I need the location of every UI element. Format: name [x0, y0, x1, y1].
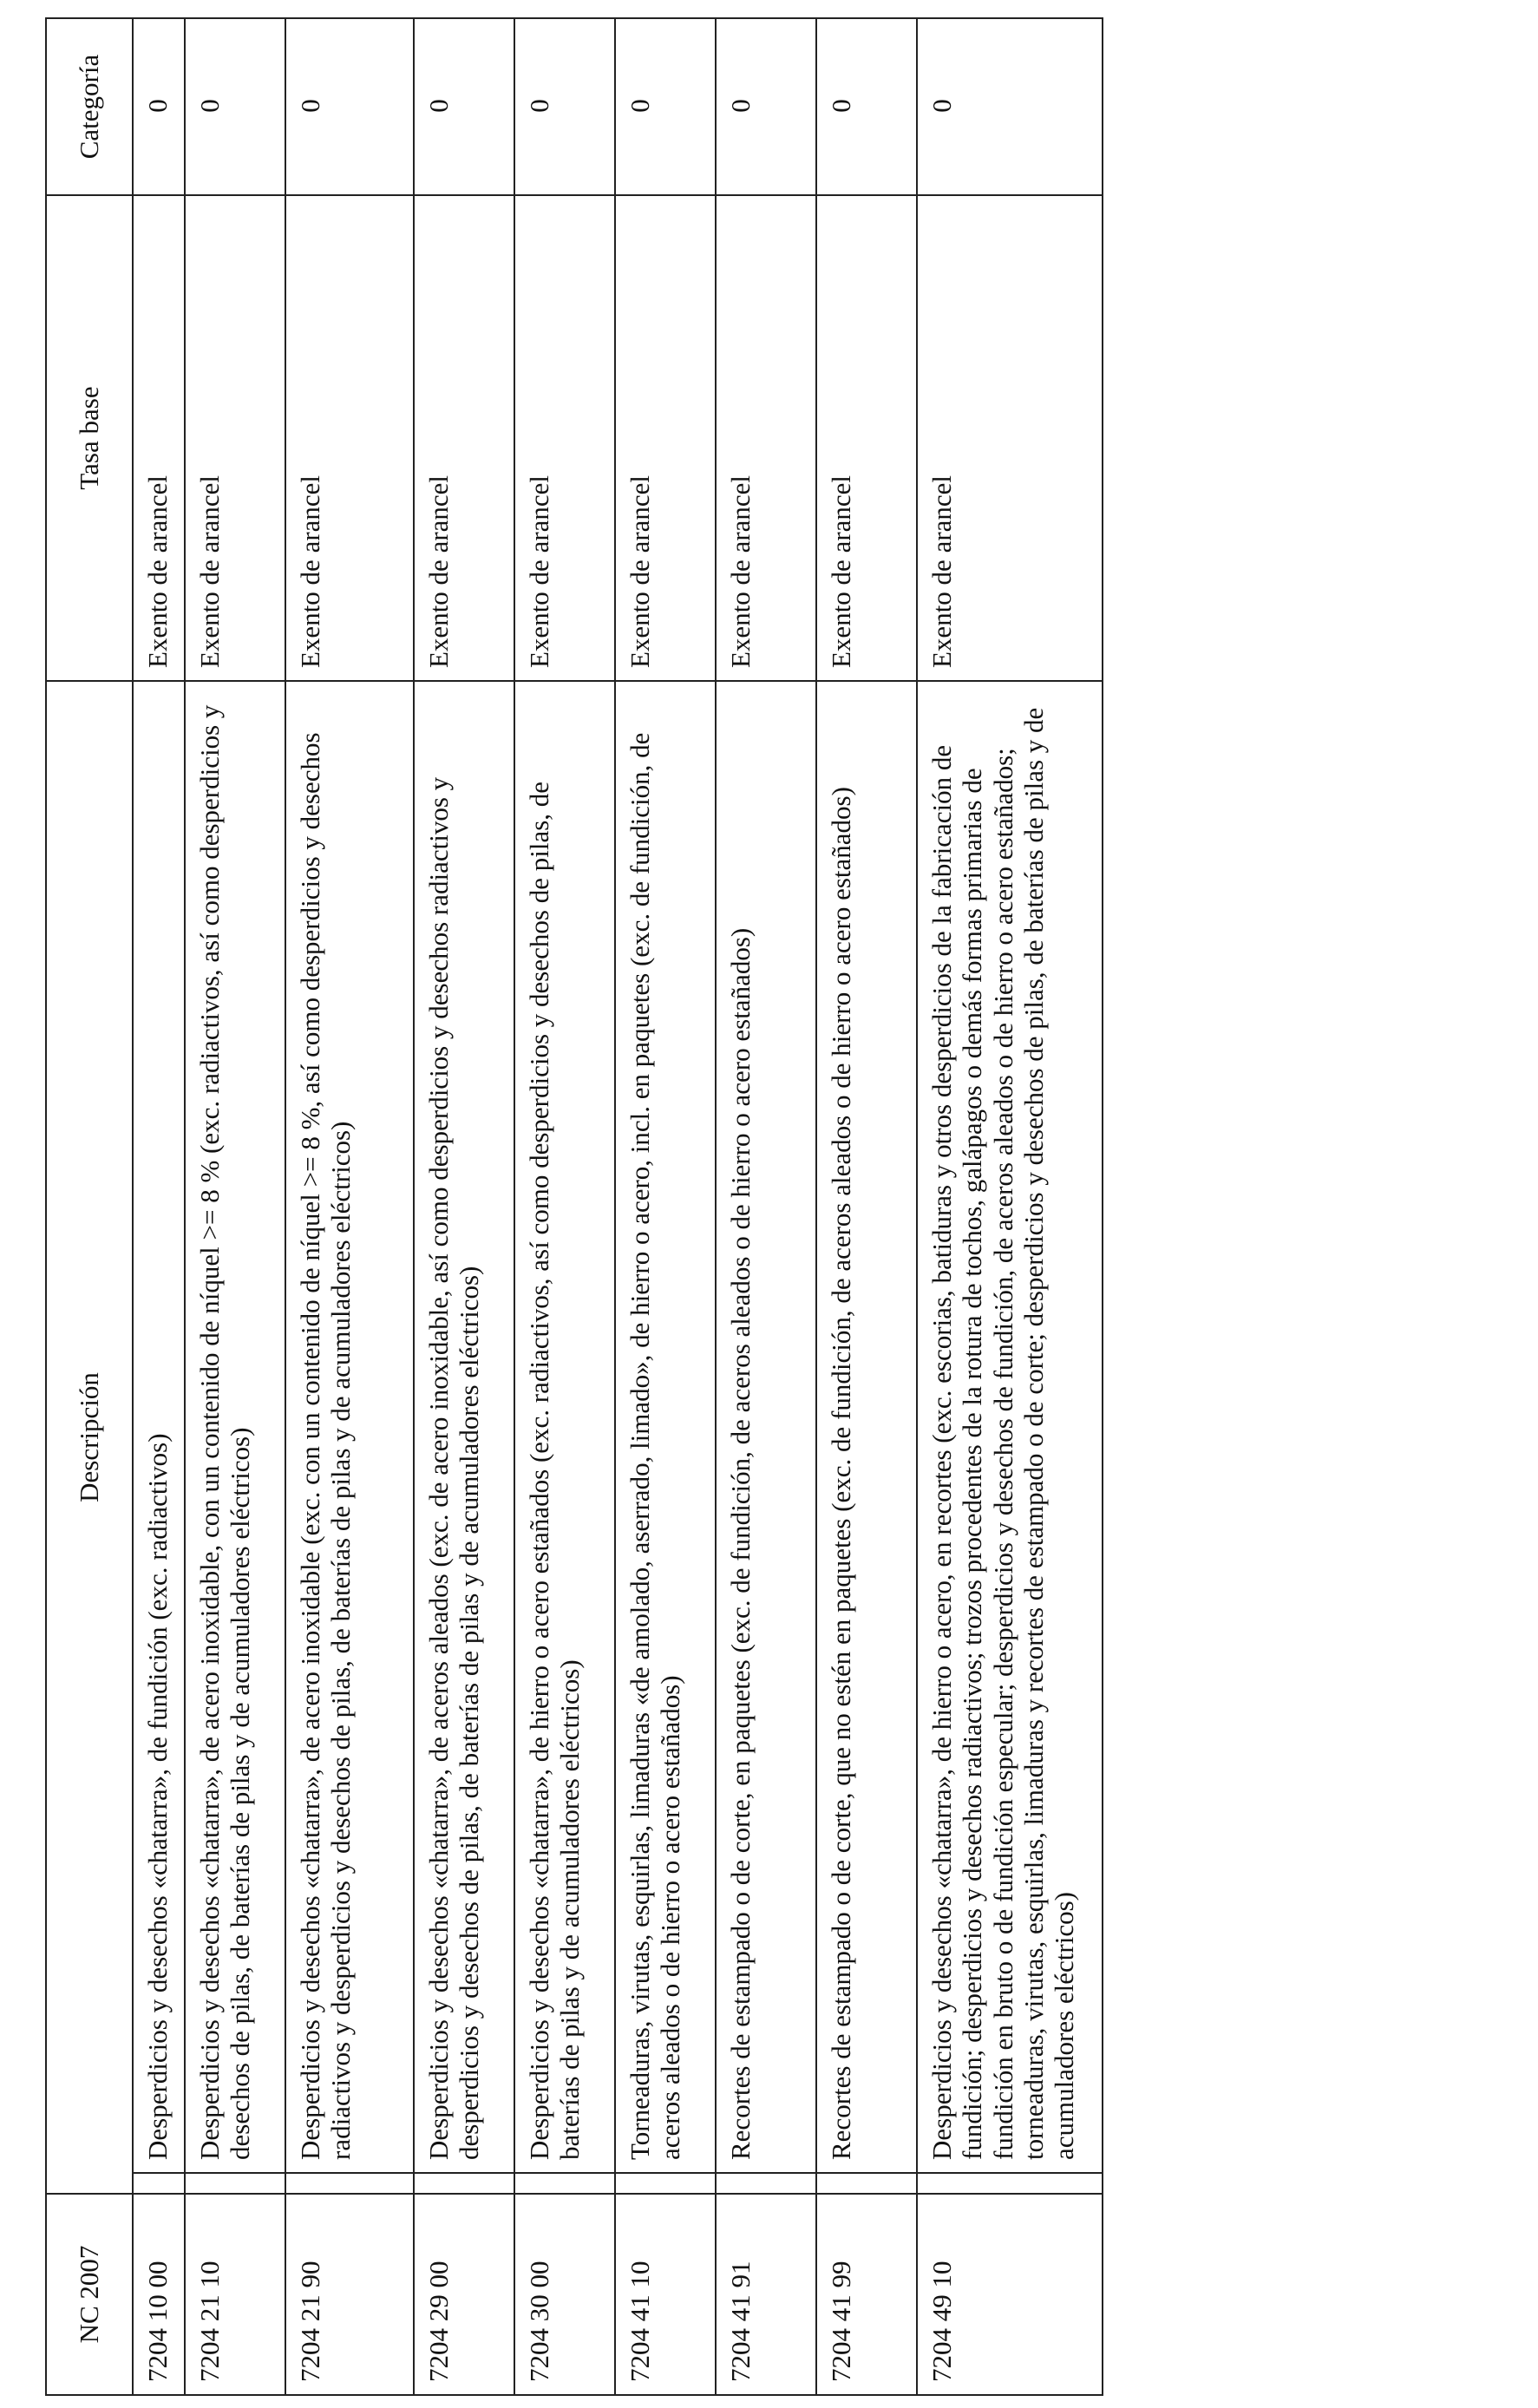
header-nc-2007: NC 2007	[46, 2194, 133, 2395]
tariff-table	[45, 17, 1103, 2396]
table-header	[46, 18, 133, 2395]
cell-description: Recortes de estampado o de corte, que no estén en paquetes (exc. de fundición, de aceros aleados o de hierro o acero estañados)	[816, 681, 917, 2173]
cell-category: 0	[615, 18, 716, 195]
cell-description: Desperdicios y desechos «chatarra», de acero inoxidable (exc. con un contenido de níquel >= 8 %, así como desperdicios y desechos radiactivos y desperdicios y desechos de pilas, de baterías de pilas y de acumuladores eléctricos)	[285, 681, 414, 2173]
cell-category: 0	[716, 18, 816, 195]
cell-description: Desperdicios y desechos «chatarra», de fundición (exc. radiactivos)	[133, 681, 185, 2173]
cell-category: 0	[285, 18, 414, 195]
cell-description: Desperdicios y desechos «chatarra», de aceros aleados (exc. de acero inoxidable, así como desperdicios y desechos radiactivos y desperdicios y desechos de pilas, de baterías de pilas y de acumuladores eléctricos)	[414, 681, 514, 2173]
cell-nc-code: 7204 21 90	[285, 2194, 414, 2395]
tariff-table-rotated	[45, 19, 1080, 2396]
cell-base-rate: Exento de arancel	[816, 195, 917, 681]
table-row	[514, 18, 615, 2395]
cell-nc-code: 7204 41 10	[615, 2194, 716, 2395]
cell-description: Desperdicios y desechos «chatarra», de hierro o acero, en recortes (exc. escorias, batiduras y otros desperdicios de la fabricación de fundición; desperdicios y desechos radiactivos; trozos procedentes de la rotura de tochos, galápagos o demás formas primarias de fundición en bruto o de fundición especular; desperdicios y desechos de fundición, de aceros aleados o de hierro o acero estañados; torneaduras, virutas, esquirlas, limaduras y recortes de estampado o de corte; desperdicios y desechos de pilas, de baterías de pilas y de acumuladores eléctricos)	[917, 681, 1103, 2173]
table-body	[133, 18, 1103, 2395]
cell-description: Desperdicios y desechos «chatarra», de acero inoxidable, con un contenido de níquel >= 8 % (exc. radiactivos, así como desperdicios y desechos de pilas, de baterías de pilas y de acumuladores eléctricos)	[185, 681, 285, 2173]
table-row	[816, 18, 917, 2395]
cell-spacer	[716, 2173, 816, 2194]
cell-nc-code: 7204 29 00	[414, 2194, 514, 2395]
cell-category: 0	[185, 18, 285, 195]
cell-nc-code: 7204 21 10	[185, 2194, 285, 2395]
cell-spacer	[414, 2173, 514, 2194]
cell-nc-code: 7204 49 10	[917, 2194, 1103, 2395]
cell-category: 0	[917, 18, 1103, 195]
cell-base-rate: Exento de arancel	[285, 195, 414, 681]
cell-category: 0	[514, 18, 615, 195]
cell-spacer	[133, 2173, 185, 2194]
cell-base-rate: Exento de arancel	[615, 195, 716, 681]
cell-nc-code: 7204 10 00	[133, 2194, 185, 2395]
cell-nc-code: 7204 30 00	[514, 2194, 615, 2395]
cell-spacer	[185, 2173, 285, 2194]
cell-nc-code: 7204 41 91	[716, 2194, 816, 2395]
header-row	[46, 18, 133, 2395]
table-row	[285, 18, 414, 2395]
cell-spacer	[285, 2173, 414, 2194]
table-row	[615, 18, 716, 2395]
table-row	[185, 18, 285, 2395]
cell-spacer	[816, 2173, 917, 2194]
header-category: Categoría	[46, 18, 133, 195]
cell-spacer	[514, 2173, 615, 2194]
table-row	[917, 18, 1103, 2395]
table-row	[414, 18, 514, 2395]
cell-category: 0	[133, 18, 185, 195]
cell-base-rate: Exento de arancel	[185, 195, 285, 681]
cell-nc-code: 7204 41 99	[816, 2194, 917, 2395]
header-base-rate: Tasa base	[46, 195, 133, 681]
cell-spacer	[615, 2173, 716, 2194]
cell-base-rate: Exento de arancel	[716, 195, 816, 681]
cell-base-rate: Exento de arancel	[917, 195, 1103, 681]
cell-description: Recortes de estampado o de corte, en paquetes (exc. de fundición, de aceros aleados o de hierro o acero estañados)	[716, 681, 816, 2173]
cell-spacer	[917, 2173, 1103, 2194]
cell-description: Desperdicios y desechos «chatarra», de hierro o acero estañados (exc. radiactivos, así como desperdicios y desechos de pilas, de baterías de pilas y de acumuladores eléctricos)	[514, 681, 615, 2173]
cell-base-rate: Exento de arancel	[133, 195, 185, 681]
cell-base-rate: Exento de arancel	[414, 195, 514, 681]
header-description: Descripción	[46, 681, 133, 2194]
cell-description: Torneaduras, virutas, esquirlas, limaduras «de amolado, aserrado, limado», de hierro o acero, incl. en paquetes (exc. de fundición, de aceros aleados o de hierro o acero estañados)	[615, 681, 716, 2173]
cell-base-rate: Exento de arancel	[514, 195, 615, 681]
cell-category: 0	[816, 18, 917, 195]
table-row	[716, 18, 816, 2395]
cell-category: 0	[414, 18, 514, 195]
table-row	[133, 18, 185, 2395]
